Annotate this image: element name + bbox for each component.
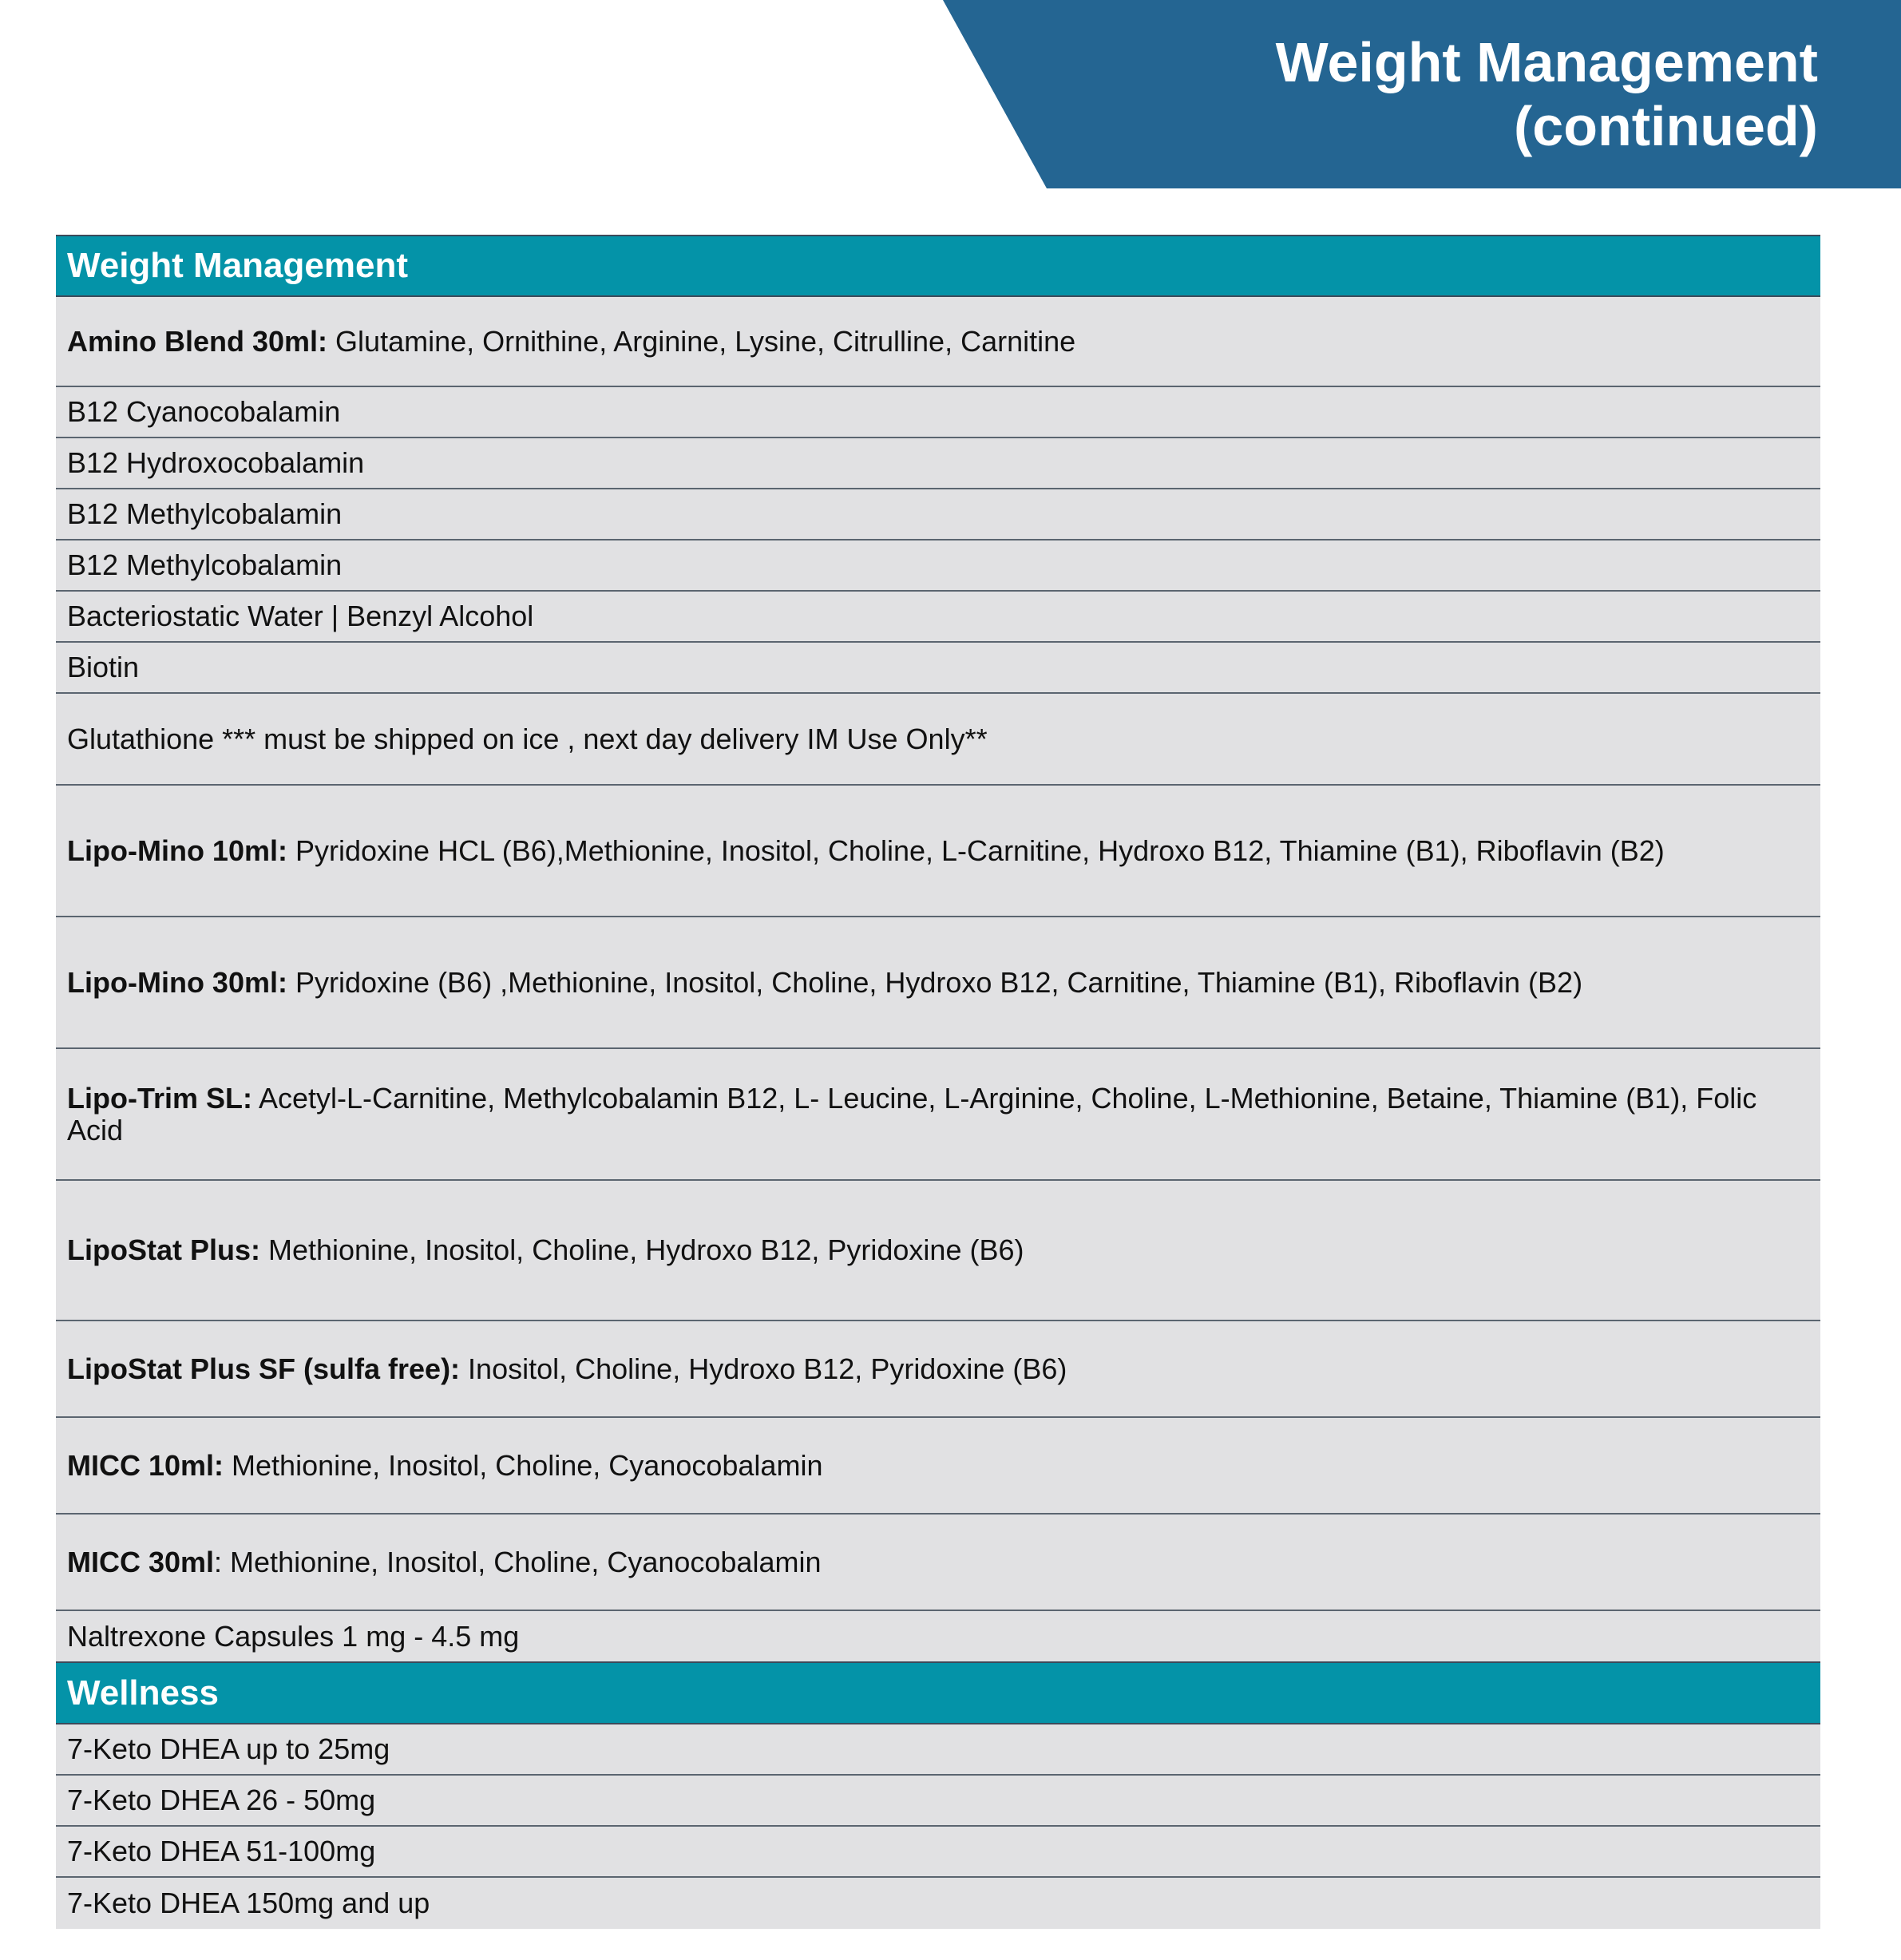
row-text: Lipo-Trim SL: Acetyl-L-Carnitine, Methylcobalamin B12, L- Leucine, L-Arginine, Choline, L-Methionine, Betaine, Thiamine (B1), Folic Acid — [67, 1081, 1757, 1146]
row-text: 7-Keto DHEA 51-100mg — [67, 1835, 376, 1867]
row-text: B12 Cyanocobalamin — [67, 395, 341, 428]
table-row — [56, 1724, 1820, 1776]
table-row — [56, 297, 1820, 387]
table-row — [56, 1418, 1820, 1515]
row-text: 7-Keto DHEA up to 25mg — [67, 1732, 390, 1765]
row-text: LipoStat Plus SF (sulfa free): Inositol, Choline, Hydroxo B12, Pyridoxine (B6) — [67, 1352, 1067, 1385]
row-text: Bacteriostatic Water | Benzyl Alcohol — [67, 600, 534, 632]
table-row — [56, 489, 1820, 540]
table-row — [56, 1321, 1820, 1418]
row-text: Glutathione *** must be shipped on ice , next day delivery IM Use Only** — [67, 722, 988, 755]
section-header-weight-management: Weight Management — [56, 235, 1820, 297]
table-row — [56, 1878, 1820, 1929]
row-text: B12 Methylcobalamin — [67, 548, 343, 581]
table-row — [56, 643, 1820, 694]
table-row — [56, 1515, 1820, 1611]
row-text: MICC 10ml: Methionine, Inositol, Choline, Cyanocobalamin — [67, 1448, 823, 1482]
row-text: Naltrexone Capsules 1 mg - 4.5 mg — [67, 1619, 520, 1653]
table-row — [56, 1611, 1820, 1661]
table-row — [56, 1181, 1820, 1321]
table-row — [56, 694, 1820, 786]
table-row — [56, 1827, 1820, 1878]
table-row — [56, 1049, 1820, 1181]
row-text: 7-Keto DHEA 150mg and up — [67, 1887, 430, 1919]
table-row — [56, 540, 1820, 592]
row-text: B12 Methylcobalamin — [67, 497, 343, 530]
row-text: LipoStat Plus: Methionine, Inositol, Choline, Hydroxo B12, Pyridoxine (B6) — [67, 1233, 1024, 1266]
product-table — [56, 235, 1820, 1929]
table-row — [56, 387, 1820, 438]
section-header-wellness: Wellness — [56, 1661, 1820, 1724]
page-title-line-2: (continued) — [1513, 95, 1818, 157]
table-row — [56, 786, 1820, 917]
row-text: MICC 30ml: Methionine, Inositol, Choline, Cyanocobalamin — [67, 1545, 822, 1578]
row-text: Lipo-Mino 10ml: Pyridoxine HCL (B6),Methionine, Inositol, Choline, L-Carnitine, Hydroxo B12, Thiamine (B1), Riboflavin (B2) — [67, 833, 1665, 867]
row-text: Amino Blend 30ml: Glutamine, Ornithine, Arginine, Lysine, Citrulline, Carnitine — [67, 324, 1076, 358]
table-row — [56, 1776, 1820, 1827]
page-title — [1276, 30, 1818, 158]
table-row — [56, 917, 1820, 1049]
table-row — [56, 438, 1820, 489]
row-text: Biotin — [67, 651, 140, 683]
page-title-line-1: Weight Management — [1275, 31, 1818, 93]
row-text: 7-Keto DHEA 26 - 50mg — [67, 1784, 376, 1816]
table-row — [56, 592, 1820, 643]
row-text: B12 Hydroxocobalamin — [67, 446, 365, 479]
row-text: Lipo-Mino 30ml: Pyridoxine (B6) ,Methionine, Inositol, Choline, Hydroxo B12, Carnitine, Thiamine (B1), Riboflavin (B2) — [67, 965, 1583, 999]
